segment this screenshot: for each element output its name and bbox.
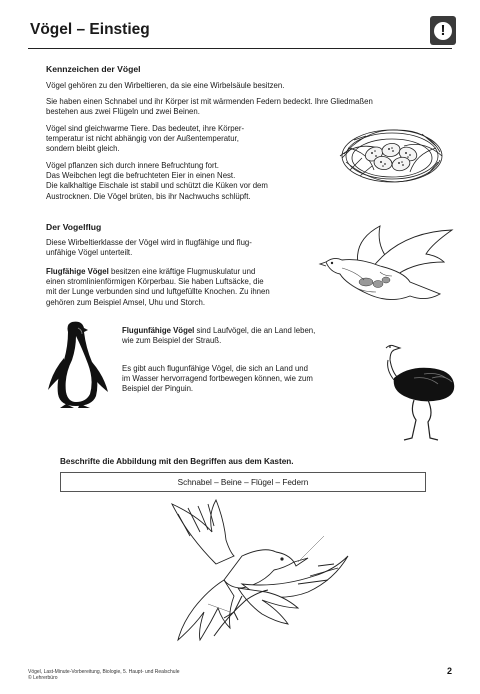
heading-vogelflug: Der Vogelflug xyxy=(46,222,102,232)
text-kennzeichen-2: Sie haben einen Schnabel und ihr Körper ist mit wärmenden Federn bedeckt. Ihre Gliedmaßen bestehen aus zwei Flügeln und zwei Beinen. xyxy=(46,97,373,117)
text-kennzeichen-4: Vögel pflanzen sich durch innere Befruchtung fort. Das Weibchen legt die befruchteten Eier in einen Nest. Die kalkhaltige Eischale ist stabil und schützt die Küken vor dem Austrocknen. Die Vögel brüten, bis ihr Nachwuchs schlüpft. xyxy=(46,161,268,201)
word-box-terms: Schnabel – Beine – Flügel – Federn xyxy=(177,477,309,487)
text-flugfaehige-voegel: Flugfähige Vögel besitzen eine kräftige Flugmuskulatur und einen stromlinienförmigen Körperbau. Sie haben Luftsäcke, die mit der Lunge verbunden sind und luftgefüllte Knochen. Zu ihnen gehören zum Beispiel Amsel, Uhu und Storch. xyxy=(46,267,270,307)
bird-nest-illustration-icon xyxy=(338,118,446,190)
flying-dove-anatomy-illustration-icon xyxy=(320,222,456,312)
page-title: Vögel – Einstieg xyxy=(30,21,150,38)
text-kennzeichen-3: Vögel sind gleichwarme Tiere. Das bedeutet, ihre Körper- temperatur ist nicht abhängig von der Außentemperatur, sondern bleibt gleich. xyxy=(46,124,245,154)
bird-labeling-illustration-icon[interactable] xyxy=(138,496,350,642)
text-flugunfaehige-voegel: Flugunfähige Vögel sind Laufvögel, die an Land leben, wie zum Beispiel der Strauß. xyxy=(122,326,316,346)
exclamation-mark: ! xyxy=(434,22,452,40)
text-vogelflug-1: Diese Wirbeltierklasse der Vögel wird in flugfähige und flug- unfähige Vögel unterteilt. xyxy=(46,238,252,258)
footer-credits: Vögel, Last-Minute-Vorbereitung, Biologie, 5. Haupt- und Realschule © Lehrerbüro xyxy=(28,669,180,682)
task-instruction: Beschrifte die Abbildung mit den Begriffen aus dem Kasten. xyxy=(60,457,294,466)
ostrich-illustration-icon xyxy=(380,338,458,442)
word-box xyxy=(60,472,426,492)
exclamation-badge-icon xyxy=(430,16,456,45)
text-pinguin: Es gibt auch flugunfähige Vögel, die sich an Land und im Wasser hervorragend fortbewegen können, wie zum Beispiel der Pinguin. xyxy=(122,364,313,394)
title-bar xyxy=(28,16,452,49)
page-number: 2 xyxy=(446,666,452,676)
heading-kennzeichen: Kennzeichen der Vögel xyxy=(46,64,141,74)
penguin-illustration-icon xyxy=(42,318,114,410)
text-kennzeichen-1: Vögel gehören zu den Wirbeltieren, da sie eine Wirbelsäule besitzen. xyxy=(46,81,285,90)
